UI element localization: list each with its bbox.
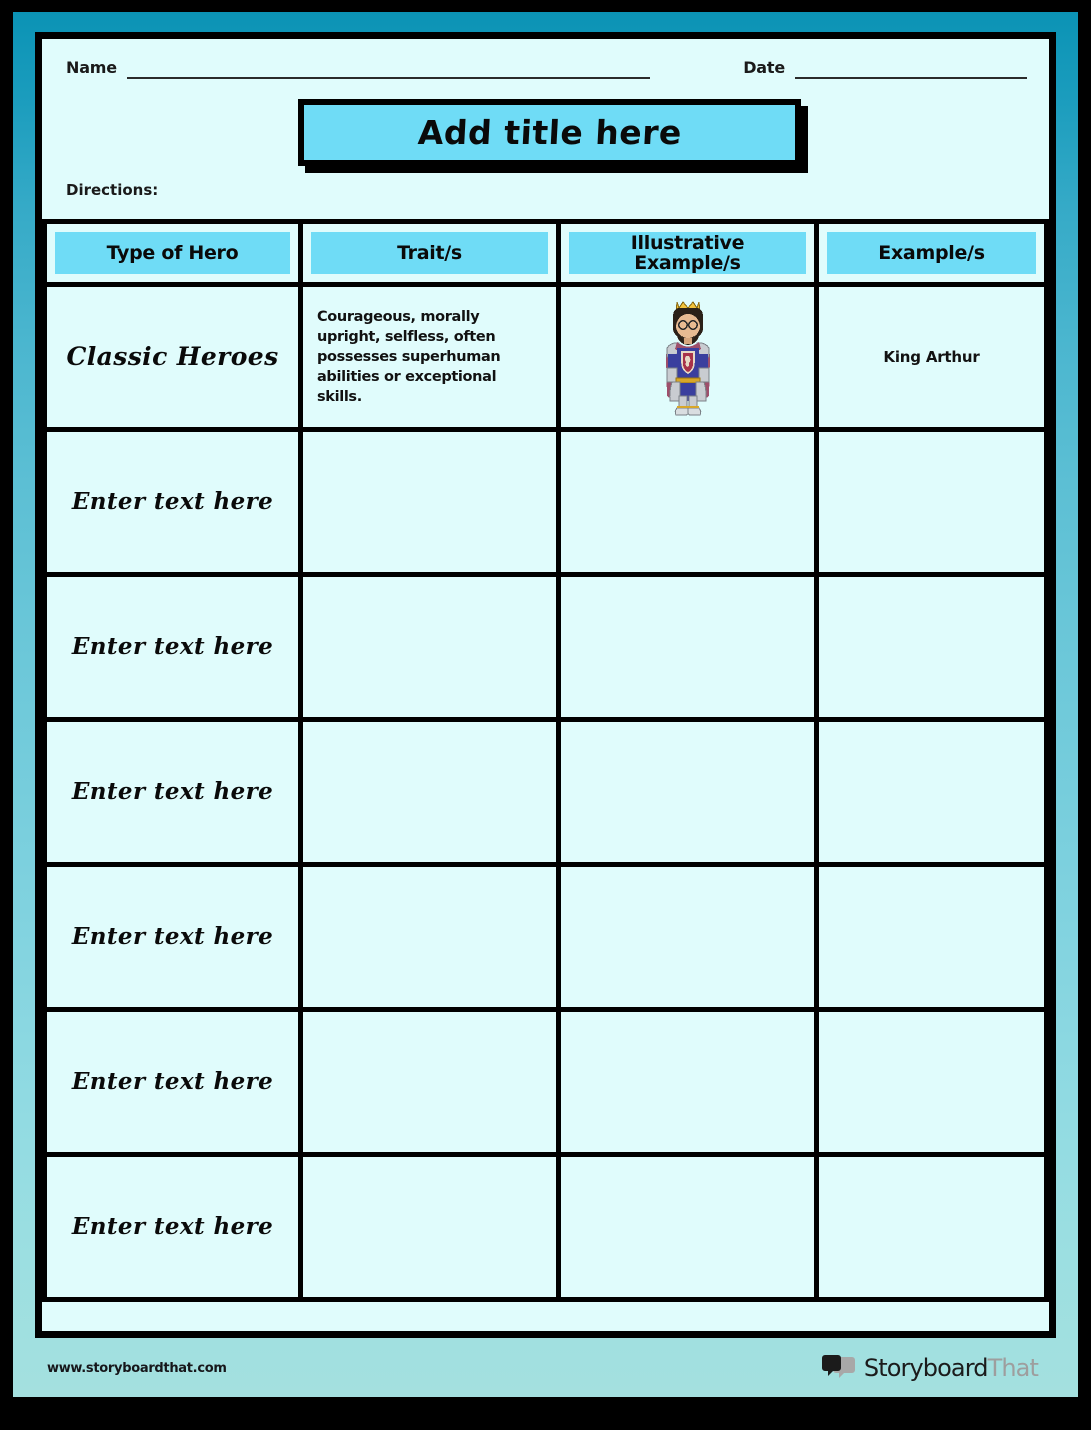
cell-example[interactable] [814,867,1049,1007]
cell-example[interactable] [814,1012,1049,1152]
table-row [42,427,1049,572]
directions-label: Directions: [66,181,159,199]
type-of-hero-text: Enter text here [71,778,274,806]
cell-traits[interactable] [298,1157,556,1297]
table-row [42,1007,1049,1152]
worksheet-sheet [42,39,1049,1331]
cell-traits[interactable] [298,867,556,1007]
cell-illustrative-example[interactable] [556,1012,814,1152]
cell-example[interactable] [814,432,1049,572]
table-row [42,572,1049,717]
cell-illustrative-example[interactable] [556,287,814,427]
cell-illustrative-example[interactable] [556,1157,814,1297]
name-input-line[interactable] [127,77,650,79]
cell-traits[interactable] [298,722,556,862]
storyboardthat-logo[interactable] [822,1355,1038,1381]
date-label: Date [743,57,785,77]
header-label-examples: Example/s [878,241,985,264]
header-pill [824,229,1039,277]
table-row [42,1152,1049,1302]
cell-traits[interactable] [298,1012,556,1152]
cell-illustrative-example[interactable] [556,722,814,862]
cell-illustrative-example[interactable] [556,577,814,717]
table-row [42,717,1049,862]
cell-type-of-hero[interactable] [42,1012,298,1152]
table-row [42,282,1049,427]
traits-text: Courageous, morally upright, selfless, often possesses superhuman abilities or exceptional skills. [317,309,501,405]
logo-text-that: That [987,1354,1038,1382]
title-box-inner [304,105,795,160]
header-pill [308,229,551,277]
speech-bubbles-icon [822,1355,856,1381]
cell-type-of-hero[interactable] [42,722,298,862]
logo-wordmark [864,1356,1038,1380]
worksheet-black-frame [35,32,1056,1338]
type-of-hero-text: Enter text here [71,923,274,951]
title-text: Add title here [416,113,683,152]
table-header-row [42,219,1049,282]
cell-traits[interactable] [298,287,556,427]
title-banner[interactable] [298,99,808,173]
header-label-line2: Example/s [634,252,741,274]
footer [35,1344,1056,1392]
cell-example[interactable] [814,287,1049,427]
hero-types-table [42,219,1049,1302]
table-header-cell-examples [814,224,1049,282]
header-pill [566,229,809,277]
type-of-hero-text: Enter text here [71,1068,274,1096]
table-header-cell-traits [298,224,556,282]
type-of-hero-text: Enter text here [71,633,274,661]
cell-illustrative-example[interactable] [556,867,814,1007]
type-of-hero-text: Enter text here [71,488,274,516]
header-pill [52,229,293,277]
name-label: Name [66,57,117,77]
cell-type-of-hero[interactable] [42,867,298,1007]
title-box[interactable] [298,99,801,166]
example-text: King Arthur [883,348,980,366]
name-date-row [42,39,1049,95]
cell-example[interactable] [814,577,1049,717]
table-header-cell-type-of-hero [42,224,298,282]
cell-example[interactable] [814,1157,1049,1297]
header-label-illustrative-examples [631,233,744,273]
table-header-cell-illustrative-examples [556,224,814,282]
cell-type-of-hero[interactable] [42,577,298,717]
cell-traits[interactable] [298,432,556,572]
cell-traits[interactable] [298,577,556,717]
footer-website-url[interactable]: www.storyboardthat.com [47,1360,227,1376]
cell-type-of-hero[interactable] [42,1157,298,1297]
logo-text-storyboard: Storyboard [863,1354,988,1382]
date-input-line[interactable] [795,77,1027,79]
table-row [42,862,1049,1007]
header-label-line1: Illustrative [630,231,745,254]
header-label-type-of-hero: Type of Hero [106,241,239,264]
type-of-hero-text: Classic Heroes [66,342,279,371]
cell-illustrative-example[interactable] [556,432,814,572]
header-label-traits: Trait/s [397,241,462,264]
type-of-hero-text: Enter text here [71,1213,274,1241]
cell-example[interactable] [814,722,1049,862]
cell-type-of-hero[interactable] [42,287,298,427]
cell-type-of-hero[interactable] [42,432,298,572]
king-character-illustration-icon [655,296,721,418]
